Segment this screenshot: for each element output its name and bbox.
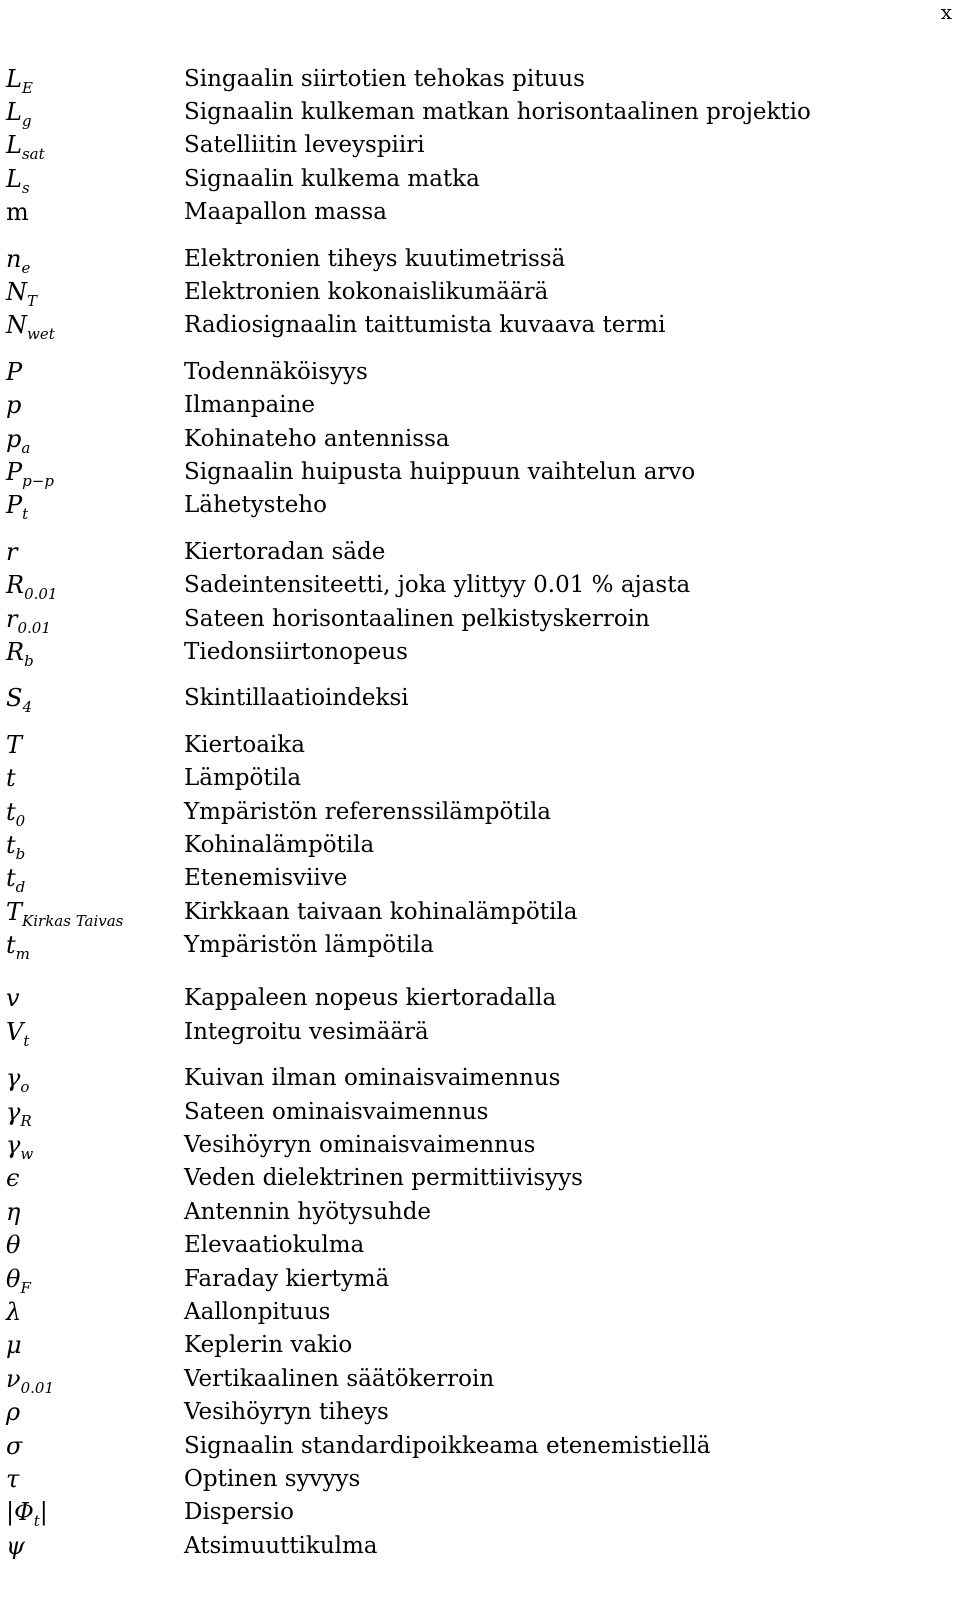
symbol-description: Aallonpituus [184, 1298, 331, 1325]
symbol [0, 98, 184, 131]
symbol-row [0, 1195, 960, 1228]
symbol [0, 164, 184, 197]
symbol-base: L [6, 98, 22, 127]
symbol [0, 931, 184, 964]
symbol-subscript: b [15, 844, 26, 863]
symbol-description: Kohinateho antennissa [184, 425, 450, 452]
symbol-description: Sateen horisontaalinen pelkistyskerroin [184, 605, 650, 632]
symbol-group [0, 682, 960, 715]
symbol-description: Sateen ominaisvaimennus [184, 1098, 489, 1125]
symbol-description: Atsimuuttikulma [184, 1532, 378, 1559]
symbol-base: T [6, 897, 23, 926]
symbol-subscript: g [21, 112, 32, 131]
symbol-description: Etenemisviive [184, 865, 348, 892]
symbol-group [0, 355, 960, 522]
symbol-row [0, 1462, 960, 1495]
symbol [0, 897, 184, 930]
symbol-subscript: 0 [15, 811, 26, 830]
symbol [0, 830, 184, 863]
symbol-description: Dispersio [184, 1499, 294, 1526]
symbol-description: Satelliitin leveyspiiri [184, 132, 425, 159]
symbol-subscript: T [27, 292, 38, 311]
symbol [0, 424, 184, 457]
symbol-row [0, 489, 960, 522]
symbol-row [0, 1229, 960, 1262]
symbol-row [0, 728, 960, 761]
symbol-row [0, 275, 960, 311]
symbol-base: t [6, 830, 16, 859]
symbol-description: Kiertoaika [184, 731, 305, 758]
symbol-base: V [6, 1017, 24, 1046]
symbol-subscript: p−p [22, 471, 54, 490]
page-marker: x [940, 0, 952, 24]
symbol-base: P [6, 457, 23, 486]
symbol [0, 1331, 184, 1359]
symbol-row [0, 1295, 960, 1328]
symbol-base: R [6, 571, 25, 600]
symbol-subscript: 0.01 [24, 585, 58, 604]
symbol [0, 637, 184, 670]
symbol-description: Integroitu vesimäärä [184, 1018, 429, 1045]
symbol [0, 1198, 184, 1226]
symbol-base: S [6, 684, 23, 713]
symbol-description: Kirkkaan taivaan kohinalämpötila [184, 898, 578, 925]
symbol-description: Ilmanpaine [184, 392, 315, 419]
symbol-description: Elektronien kokonaislikumäärä [184, 279, 549, 306]
symbol [0, 571, 184, 604]
symbol-base: γ [6, 1131, 21, 1160]
symbol-row [0, 1529, 960, 1562]
symbol-description: Optinen syvyys [184, 1465, 361, 1492]
symbol-subscript: o [20, 1078, 30, 1097]
symbol-base: ρ [6, 1398, 21, 1427]
symbol-description: Skintillaatioindeksi [184, 685, 409, 712]
symbol-subscript: Kirkas Taivas [22, 911, 124, 930]
symbol-row [0, 62, 960, 95]
symbol-subscript: R [20, 1111, 32, 1130]
symbol-base: γ [6, 1064, 21, 1093]
symbol-description: Signaalin kulkema matka [184, 165, 480, 192]
symbol-subscript: 4 [22, 698, 32, 717]
symbol-subscript: t [23, 1031, 30, 1050]
symbol-suffix: | [39, 1498, 48, 1527]
symbol-base: N [6, 311, 27, 340]
symbol-description: Singaalin siirtotien tehokas pituus [184, 65, 585, 92]
symbol-base: μ [6, 1331, 22, 1360]
symbol-base: ν [6, 1364, 21, 1393]
symbol-base: p [6, 424, 22, 453]
symbol-base: m [6, 198, 29, 227]
symbol-row [0, 928, 960, 964]
symbol-description: Kappaleen nopeus kiertoradalla [184, 985, 557, 1012]
symbol-base: L [6, 64, 22, 93]
symbol-row [0, 635, 960, 668]
symbol-row [0, 828, 960, 861]
symbol-base: σ [6, 1431, 23, 1460]
symbol-row [0, 1362, 960, 1395]
symbol [0, 278, 184, 311]
symbol-row [0, 1262, 960, 1295]
symbol-subscript: E [21, 78, 33, 97]
symbol-subscript: e [21, 258, 31, 277]
symbol [0, 764, 184, 792]
symbol-description: Todennäköisyys [184, 358, 368, 385]
symbol-description: Elektronien tiheys kuutimetrissä [184, 245, 566, 272]
symbol-row [0, 1062, 960, 1095]
symbol-description: Signaalin kulkeman matkan horisontaalinen projektio [184, 99, 811, 126]
symbol-base: η [6, 1197, 21, 1226]
symbol-row [0, 682, 960, 715]
symbol-row [0, 422, 960, 455]
symbol-group [0, 535, 960, 669]
symbol-base: n [6, 244, 22, 273]
symbol-description: Radiosignaalin taittumista kuvaava termi [184, 312, 666, 339]
symbol [0, 604, 184, 637]
symbol-group [0, 982, 960, 1049]
symbol-description: Maapallon massa [184, 199, 387, 226]
symbol-description: Ympäristön referenssilämpötila [184, 798, 552, 825]
symbol [0, 198, 184, 226]
symbol-row [0, 1128, 960, 1164]
symbol-subscript: 0.01 [17, 618, 51, 637]
symbol [0, 1264, 184, 1297]
symbol-base: P [6, 491, 23, 520]
symbol-row [0, 309, 960, 342]
symbol-base: r [6, 537, 18, 566]
symbol [0, 1017, 184, 1050]
symbol-subscript: t [22, 505, 29, 524]
symbol-base: L [6, 164, 22, 193]
symbol [0, 1432, 184, 1460]
symbol-base: L [6, 131, 22, 160]
symbol-subscript: w [20, 1145, 34, 1164]
symbol [0, 311, 184, 344]
symbol [0, 731, 184, 759]
symbol-row [0, 535, 960, 568]
symbol-row [0, 1429, 960, 1462]
symbol [0, 684, 184, 717]
symbol [0, 1164, 184, 1192]
symbol-row [0, 1329, 960, 1362]
symbol-row [0, 162, 960, 195]
symbol-base: t [6, 864, 16, 893]
symbol-base: v [6, 984, 20, 1013]
symbol-description: Vertikaalinen säätökerroin [184, 1365, 495, 1392]
symbol [0, 131, 184, 164]
symbol-row [0, 795, 960, 828]
symbol-description: Faraday kiertymä [184, 1265, 390, 1292]
symbol [0, 491, 184, 524]
symbol-subscript: wet [27, 325, 55, 344]
symbol-description: Lähetysteho [184, 492, 327, 519]
symbol-base: θ [6, 1231, 21, 1260]
symbol-description: Kohinalämpötila [184, 831, 375, 858]
symbol-row [0, 455, 960, 488]
symbol-list [0, 62, 960, 1590]
symbol-base: ϵ [6, 1164, 20, 1193]
symbol-description: Veden dielektrinen permittiivisyys [184, 1165, 583, 1192]
symbol-subscript: b [24, 651, 34, 670]
symbol-row [0, 129, 960, 162]
symbol-subscript: t [33, 1512, 40, 1531]
symbol-row [0, 1496, 960, 1529]
symbol [0, 864, 184, 897]
symbol-base: T [6, 730, 23, 759]
symbol-row [0, 242, 960, 275]
symbol-base: λ [6, 1297, 22, 1326]
symbol [0, 358, 184, 386]
symbol-row [0, 1395, 960, 1428]
symbol-base: p [6, 391, 22, 420]
symbol-row [0, 196, 960, 229]
symbol [0, 1398, 184, 1426]
symbol-row [0, 862, 960, 895]
symbol-base: θ [6, 1264, 21, 1293]
symbol-row [0, 389, 960, 422]
symbol-description: Ympäristön lämpötila [184, 932, 434, 959]
symbol-row [0, 355, 960, 388]
symbol-row [0, 1095, 960, 1128]
symbol-row [0, 602, 960, 635]
symbol-base: t [6, 764, 16, 793]
symbol-description: Antennin hyötysuhde [184, 1198, 432, 1225]
symbol-description: Vesihöyryn ominaisvaimennus [184, 1132, 536, 1159]
symbol [0, 1465, 184, 1493]
symbol [0, 1532, 184, 1560]
symbol [0, 1364, 184, 1397]
symbol-description: Kiertoradan säde [184, 538, 386, 565]
symbol [0, 64, 184, 97]
symbol-description: Sadeintensiteetti, joka ylittyy 0.01 % ajasta [184, 572, 691, 599]
symbol-description: Tiedonsiirtonopeus [184, 638, 408, 665]
symbol-description: Kuivan ilman ominaisvaimennus [184, 1065, 561, 1092]
symbol-description: Signaalin standardipoikkeama etenemistiellä [184, 1432, 711, 1459]
symbol-description: Vesihöyryn tiheys [184, 1399, 389, 1426]
symbol-row [0, 761, 960, 794]
symbol-group [0, 242, 960, 342]
symbol [0, 1064, 184, 1097]
symbol-subscript: sat [21, 145, 45, 164]
symbol [0, 1498, 184, 1531]
symbol-subscript: 0.01 [20, 1378, 54, 1397]
symbol-subscript: m [15, 945, 30, 964]
symbol-group [0, 728, 960, 962]
symbol-base: N [6, 278, 27, 307]
symbol-base: γ [6, 1097, 21, 1126]
symbol [0, 244, 184, 277]
symbol-subscript: F [20, 1278, 31, 1297]
symbol [0, 984, 184, 1012]
symbol-base: t [6, 931, 16, 960]
symbol [0, 457, 184, 490]
symbol-row [0, 95, 960, 131]
symbol [0, 391, 184, 419]
symbol-base: r [6, 604, 18, 633]
symbol [0, 538, 184, 566]
symbol-row [0, 982, 960, 1015]
symbol [0, 797, 184, 830]
symbol-group [0, 62, 960, 229]
symbol-base: |Φ [6, 1498, 34, 1527]
symbol-subscript: a [21, 438, 31, 457]
symbol-base: P [6, 357, 23, 386]
symbol-row [0, 568, 960, 604]
symbol-description: Elevaatiokulma [184, 1232, 365, 1259]
symbol [0, 1131, 184, 1164]
symbol [0, 1298, 184, 1326]
symbol-base: t [6, 797, 16, 826]
symbol-description: Signaalin huipusta huippuun vaihtelun arvo [184, 458, 696, 485]
symbol [0, 1097, 184, 1130]
symbol-group [0, 1062, 960, 1563]
symbol-base: ψ [6, 1531, 25, 1560]
symbol-subscript: s [21, 178, 30, 197]
symbol-row [0, 895, 960, 928]
symbol-row [0, 1015, 960, 1048]
symbol-subscript: d [15, 878, 26, 897]
symbol-description: Lämpötila [184, 765, 302, 792]
symbol-row [0, 1162, 960, 1195]
symbol-base: R [6, 637, 25, 666]
symbol [0, 1231, 184, 1259]
symbol-base: τ [6, 1464, 20, 1493]
symbol-description: Keplerin vakio [184, 1332, 353, 1359]
